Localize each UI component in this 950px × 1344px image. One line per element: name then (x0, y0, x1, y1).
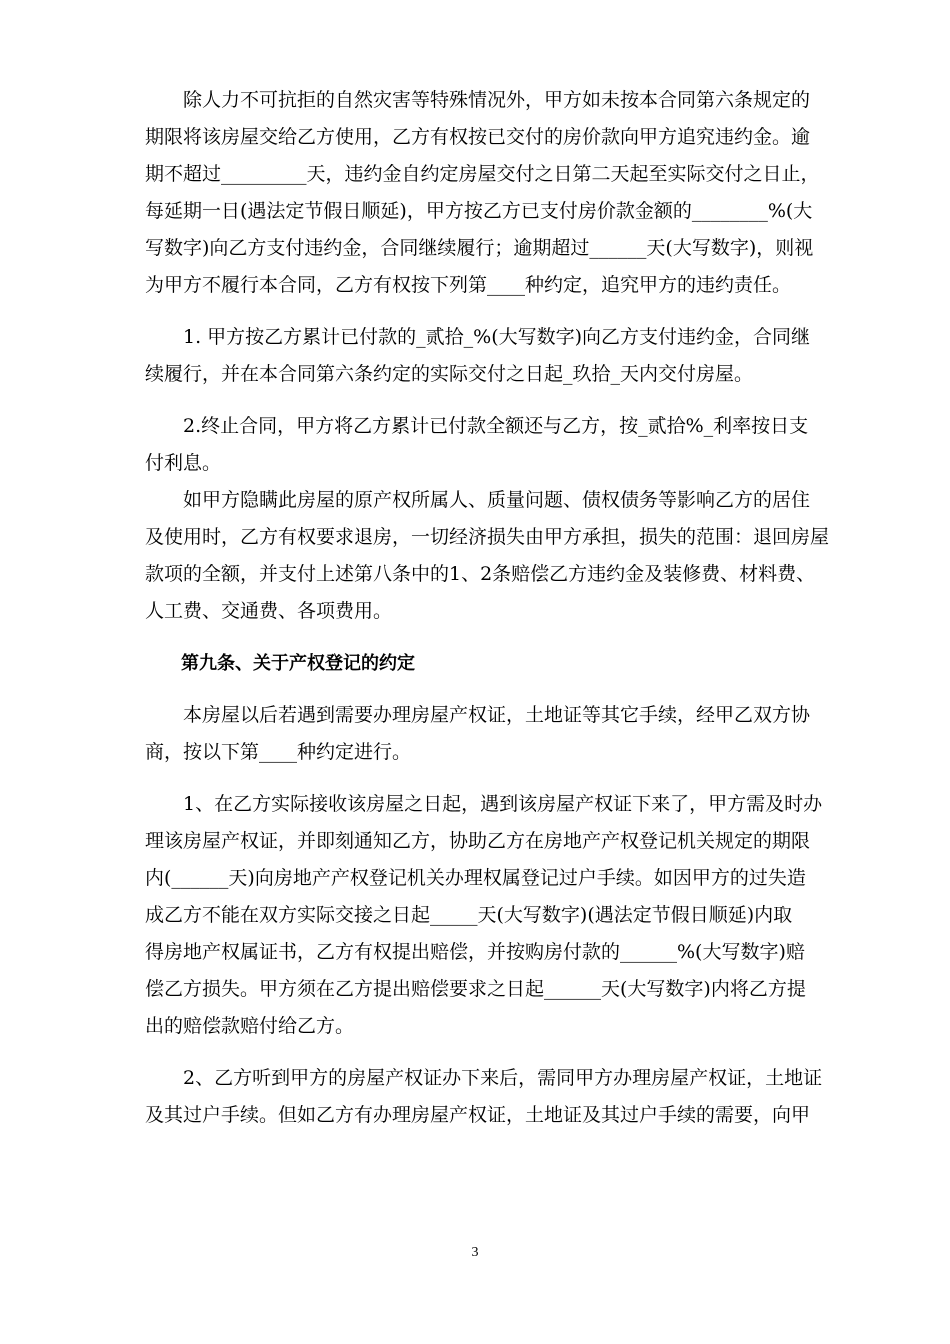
section-heading: 第九条、关于产权登记的约定 (181, 653, 415, 674)
text-line: 1、在乙方实际接收该房屋之日起，遇到该房屋产权证下来了，甲方需及时办 (183, 793, 823, 815)
text-line: 续履行，并在本合同第六条约定的实际交付之日起_玖拾_天内交付房屋。 (145, 363, 754, 385)
text-line: 写数字)向乙方支付违约金，合同继续履行；逾期超过______天(大写数字)，则视 (145, 237, 814, 259)
paragraph-registration-1 (145, 786, 823, 1045)
text-line: 人工费、交通费、各项费用。 (145, 600, 393, 622)
paragraph-breach-delay (145, 82, 820, 304)
text-line: 期不超过_________天，违约金自约定房屋交付之日第二天起至实际交付之日止， (145, 163, 820, 185)
paragraph-registration-2 (145, 1060, 823, 1134)
text-line: 本房屋以后若遇到需要办理房屋产权证，土地证等其它手续，经甲乙双方协 (183, 704, 811, 726)
text-line: 如甲方隐瞒此房屋的原产权所属人、质量问题、债权债务等影响乙方的居住 (183, 489, 811, 511)
paragraph-registration-intro (145, 697, 815, 771)
text-line: 每延期一日(遇法定节假日顺延)，甲方按乙方已支付房价款金额的________%(大 (145, 200, 813, 222)
text-line: 出的赔偿款赔付给乙方。 (145, 1015, 355, 1037)
text-line: 成乙方不能在双方实际交接之日起_____天(大写数字)(遇法定节假日顺延)内取 (145, 904, 793, 926)
text-line: 及其过户手续。但如乙方有办理房屋产权证，土地证及其过户手续的需要，向甲 (145, 1104, 811, 1126)
text-line: 得房地产权属证书，乙方有权提出赔偿，并按购房付款的______%(大写数字)赔 (145, 941, 805, 963)
text-line: 除人力不可抗拒的自然灾害等特殊情况外，甲方如未按本合同第六条规定的 (183, 89, 811, 111)
paragraph-option-1 (145, 319, 815, 393)
paragraph-option-2 (145, 408, 815, 482)
text-line: 期限将该房屋交给乙方使用，乙方有权按已交付的房价款向甲方追究违约金。逾 (145, 126, 811, 148)
text-line: 2、乙方听到甲方的房屋产权证办下来后，需同甲方办理房屋产权证，土地证 (183, 1067, 823, 1089)
text-line: 付利息。 (145, 452, 222, 474)
text-line: 理该房屋产权证，并即刻通知乙方，协助乙方在房地产产权登记机关规定的期限 (145, 830, 811, 852)
text-line: 为甲方不履行本合同，乙方有权按下列第____种约定，追究甲方的违约责任。 (145, 274, 792, 296)
page-number: 3 (471, 1245, 479, 1260)
text-line: 内(______天)向房地产产权登记机关办理权属登记过户手续。如因甲方的过失造 (145, 867, 806, 889)
text-line: 偿乙方损失。甲方须在乙方提出赔偿要求之日起______天(大写数字)内将乙方提 (145, 978, 806, 1000)
text-line: 及使用时，乙方有权要求退房，一切经济损失由甲方承担，损失的范围：退回房屋 (145, 526, 830, 548)
text-line: 商，按以下第____种约定进行。 (145, 741, 412, 763)
text-line: 1. 甲方按乙方累计已付款的_贰拾_%(大写数字)向乙方支付违约金，合同继 (183, 326, 811, 348)
paragraph-concealment (145, 482, 830, 630)
text-line: 款项的全额，并支付上述第八条中的1、2条赔偿乙方违约金及装修费、材料费、 (145, 563, 816, 585)
text-line: 2.终止合同，甲方将乙方累计已付款全额还与乙方，按_贰拾%_利率按日支 (183, 415, 809, 437)
document-body (145, 82, 830, 1134)
